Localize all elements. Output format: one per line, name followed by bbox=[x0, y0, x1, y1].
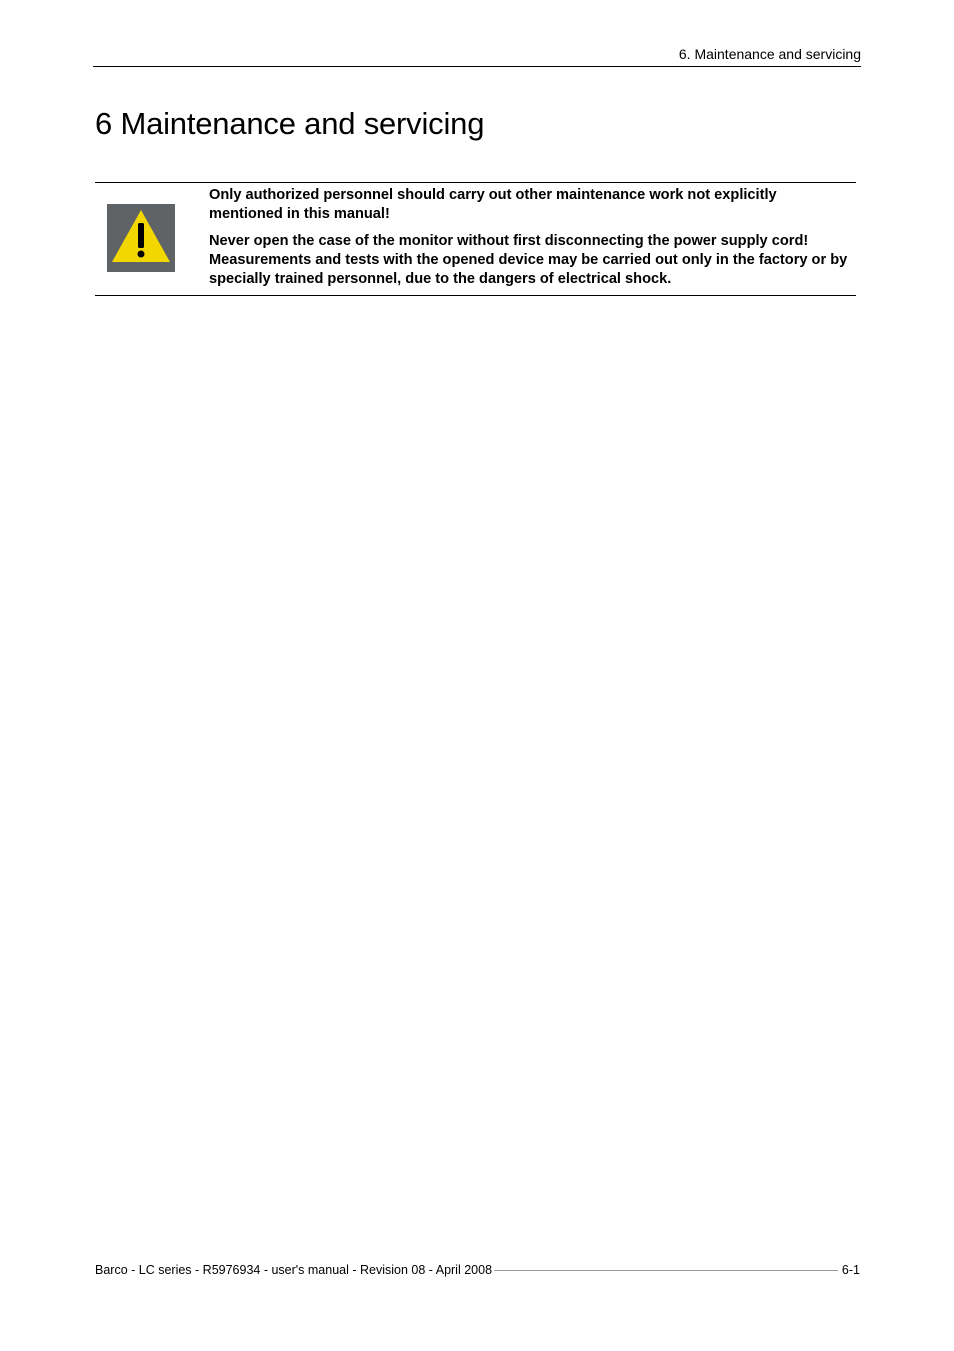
footer-text: Barco - LC series - R5976934 - user's manual - Revision 08 - April 2008 bbox=[95, 1263, 493, 1277]
footer-rule bbox=[494, 1270, 838, 1271]
running-header-title: 6. Maintenance and servicing bbox=[678, 46, 861, 62]
chapter-title: 6 Maintenance and servicing bbox=[95, 106, 485, 141]
running-header bbox=[93, 44, 861, 67]
warning-paragraph-authorized: Only authorized personnel should carry out other maintenance work not explicitly mentioned in this manual! bbox=[209, 187, 777, 222]
warning-paragraph-power: Never open the case of the monitor without first disconnecting the power supply cord! Measurements and tests with the opened device may be carried out only in the factory or by specially trained personnel, due to the dangers of electrical shock. bbox=[209, 233, 848, 287]
page-number: 6-1 bbox=[841, 1263, 860, 1277]
warning-triangle-icon bbox=[107, 204, 175, 272]
page-footer bbox=[95, 1260, 860, 1280]
warning-text bbox=[209, 186, 849, 297]
warning-box bbox=[95, 182, 856, 296]
